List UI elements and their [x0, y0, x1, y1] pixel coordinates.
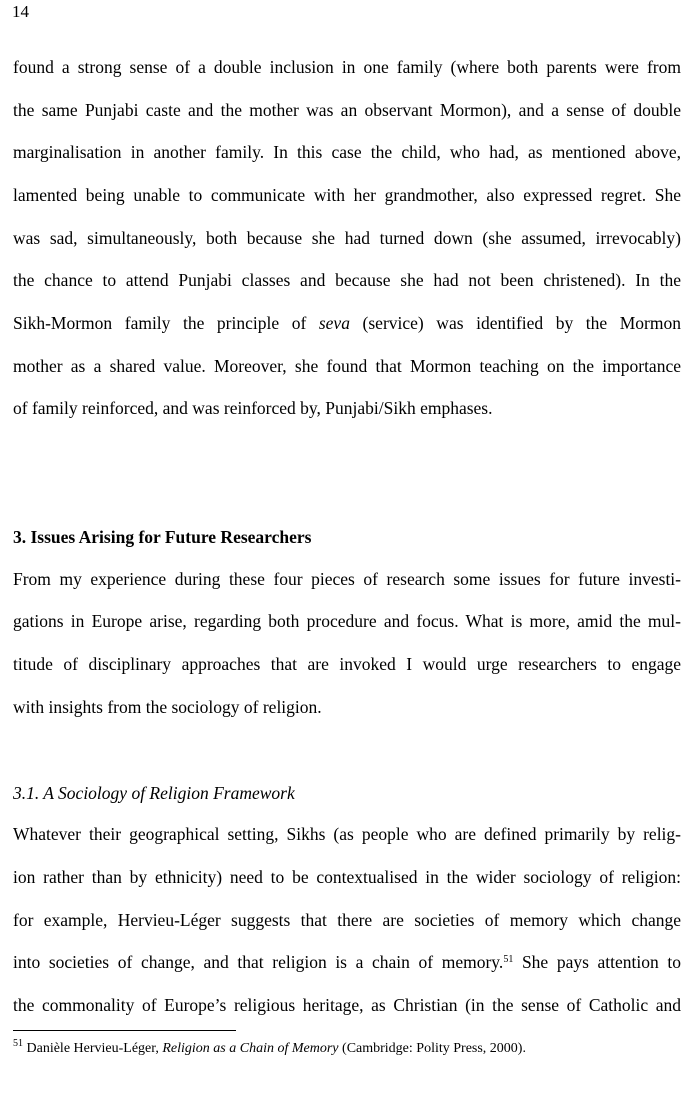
body-text-line: the chance to attend Punjabi classes and because she had not been christened). In the — [13, 270, 681, 290]
subsection-heading: 3.1. A Sociology of Religion Framework — [13, 783, 295, 803]
body-text-line: marginalisation in another family. In this case the child, who had, as mentioned above, — [13, 142, 681, 162]
body-text-line — [13, 302, 681, 345]
page-number: 14 — [12, 2, 29, 21]
body-text-line: with insights from the sociology of religion. — [13, 697, 322, 717]
footnote-marker: 51 — [13, 1038, 23, 1049]
body-text-line: mother as a shared value. Moreover, she found that Mormon teaching on the importance — [13, 356, 681, 376]
body-text-line: was sad, simultaneously, both because she had turned down (she assumed, irrevocably) — [13, 228, 681, 248]
text-run: into societies of change, and that religion is a chain of memory. — [13, 952, 504, 972]
body-text-line: Whatever their geographical setting, Sikhs (as people who are defined primarily by relig- — [13, 824, 681, 844]
section-heading: 3. Issues Arising for Future Researchers — [13, 527, 312, 547]
text-run: Danièle Hervieu-Léger, — [23, 1041, 163, 1056]
text-run: (service) was identified by the Mormon — [349, 313, 681, 333]
body-text-line — [13, 941, 681, 984]
text-run: She pays attention to — [513, 952, 681, 972]
body-text-line: found a strong sense of a double inclusion in one family (where both parents were from — [13, 57, 681, 77]
body-text-line: the commonality of Europe’s religious heritage, as Christian (in the sense of Catholic and — [13, 995, 681, 1015]
body-text-line: gations in Europe arise, regarding both procedure and focus. What is more, amid the mul- — [13, 611, 681, 631]
footnote-book-title: Religion as a Chain of Memory — [162, 1041, 339, 1056]
footnote — [13, 1040, 526, 1058]
footnote-reference: 51 — [503, 954, 514, 965]
body-text-line: lamented being unable to communicate with her grandmother, also expressed regret. She — [13, 185, 681, 205]
body-text-line: titude of disciplinary approaches that are invoked I would urge researchers to engage — [13, 654, 681, 674]
text-run: Sikh-Mormon family the principle of — [13, 313, 319, 333]
body-text-line: of family reinforced, and was reinforced by, Punjabi/Sikh emphases. — [13, 398, 493, 418]
text-run: (Cambridge: Polity Press, 2000). — [338, 1041, 526, 1056]
body-text-line: for example, Hervieu-Léger suggests that there are societies of memory which change — [13, 910, 681, 930]
italic-term-seva: seva — [318, 313, 350, 333]
body-text-line: ion rather than by ethnicity) need to be contextualised in the wider sociology of religion: — [13, 867, 681, 887]
body-text-line: the same Punjabi caste and the mother was an observant Mormon), and a sense of double — [13, 100, 681, 120]
footnote-divider — [13, 1030, 236, 1031]
body-text-line: From my experience during these four pieces of research some issues for future investi- — [13, 569, 681, 589]
